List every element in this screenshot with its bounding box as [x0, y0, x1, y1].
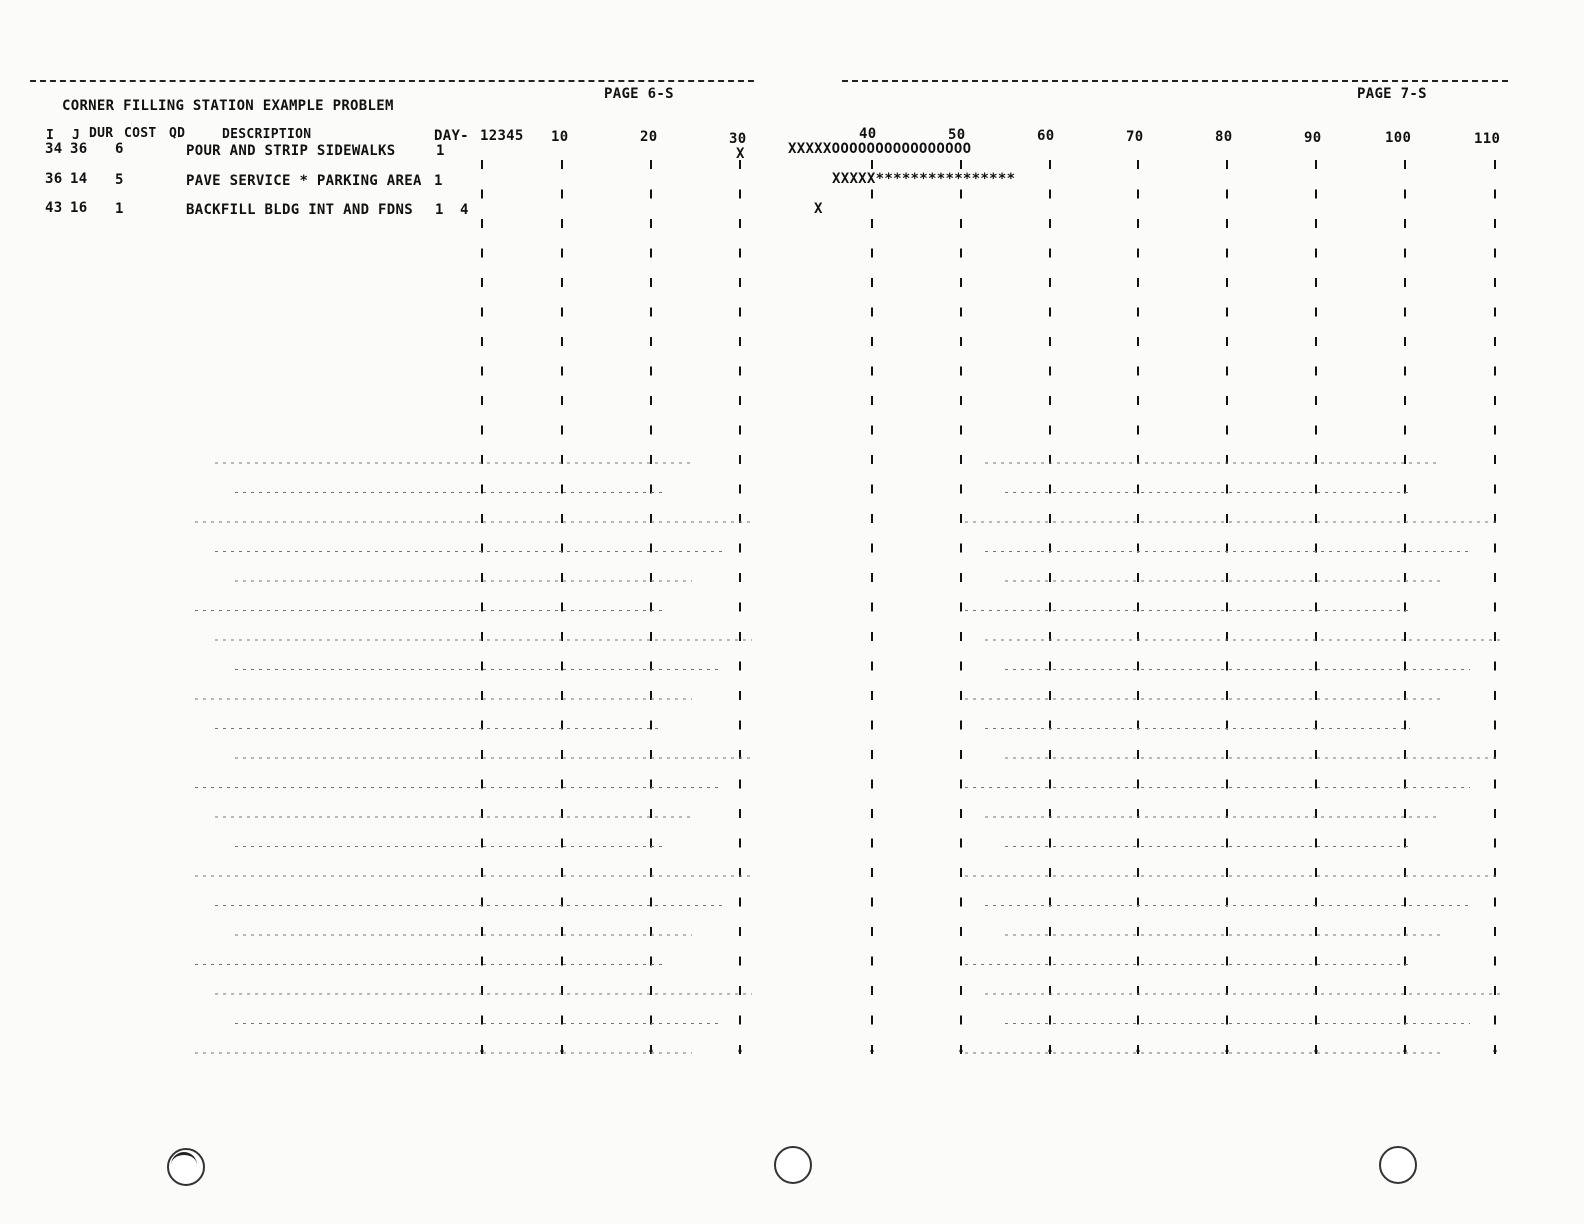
- row-qd-value: 1: [436, 143, 445, 159]
- row-description: BACKFILL BLDG INT AND FDNS: [186, 202, 413, 218]
- row-bar-left: X: [736, 146, 745, 162]
- scale-label-90: 90: [1304, 130, 1322, 146]
- col-header-i: I: [46, 128, 55, 143]
- tractor-feed-hole: [774, 1146, 812, 1184]
- scale-end-dot: [1493, 1049, 1496, 1052]
- scale-label-10: 10: [551, 129, 569, 145]
- scale-end-dot: [1048, 1049, 1051, 1052]
- scale-label-50: 50: [948, 127, 966, 143]
- row-qd-extra-value: 4: [460, 202, 469, 218]
- scale-label-110: 110: [1474, 131, 1501, 147]
- scale-label-100: 100: [1385, 130, 1412, 146]
- page-number-left: PAGE 6-S: [604, 86, 674, 102]
- tractor-feed-hole: [1379, 1146, 1417, 1184]
- scale-end-dot: [1225, 1049, 1228, 1052]
- scale-end-dot: [560, 1049, 563, 1052]
- row-qd-value: 1: [435, 202, 444, 218]
- row-description: PAVE SERVICE * PARKING AREA: [186, 173, 422, 189]
- col-header-dur: DUR: [89, 126, 114, 141]
- row-j-value: 36: [70, 141, 88, 157]
- col-header-day: DAY-: [434, 128, 469, 144]
- row-dur-value: 6: [115, 141, 124, 157]
- row-j-value: 16: [70, 200, 88, 216]
- row-qd-value: 1: [434, 173, 443, 189]
- col-header-day-digits: 12345: [480, 128, 524, 144]
- row-i-value: 36: [45, 171, 63, 187]
- scale-label-60: 60: [1037, 128, 1055, 144]
- report-title: CORNER FILLING STATION EXAMPLE PROBLEM: [62, 98, 394, 114]
- tractor-feed-hole: [167, 1148, 205, 1186]
- scale-end-dot: [870, 1049, 873, 1052]
- scale-label-70: 70: [1126, 129, 1144, 145]
- scale-label-80: 80: [1215, 129, 1233, 145]
- row-dur-value: 1: [115, 201, 124, 217]
- scale-end-dot: [649, 1049, 652, 1052]
- row-bar-right: X: [814, 201, 823, 217]
- page-number-right: PAGE 7-S: [1357, 86, 1427, 102]
- row-i-value: 43: [45, 200, 63, 216]
- col-header-description: DESCRIPTION: [222, 127, 312, 142]
- row-j-value: 14: [70, 171, 88, 187]
- col-header-cost: COST: [124, 126, 157, 141]
- scale-end-dot: [1314, 1049, 1317, 1052]
- col-header-j: J: [72, 128, 81, 143]
- scale-label-40: 40: [859, 126, 877, 142]
- row-i-value: 34: [45, 141, 63, 157]
- tractor-feed-hole-edge: [171, 1152, 197, 1168]
- scale-end-dot: [738, 1049, 741, 1052]
- scale-label-20: 20: [640, 129, 658, 145]
- scale-end-dot: [1403, 1049, 1406, 1052]
- row-bar-right: XXXXXOOOOOOOOOOOOOOOO: [788, 141, 972, 157]
- row-description: POUR AND STRIP SIDEWALKS: [186, 143, 396, 159]
- scale-label-30: 30: [729, 131, 747, 147]
- row-dur-value: 5: [115, 172, 124, 188]
- scale-end-dot: [959, 1049, 962, 1052]
- row-bar-right: XXXXX****************: [832, 171, 1016, 187]
- scale-end-dot: [1136, 1049, 1139, 1052]
- scale-end-dot: [480, 1049, 483, 1052]
- col-header-qd: QD: [169, 126, 186, 141]
